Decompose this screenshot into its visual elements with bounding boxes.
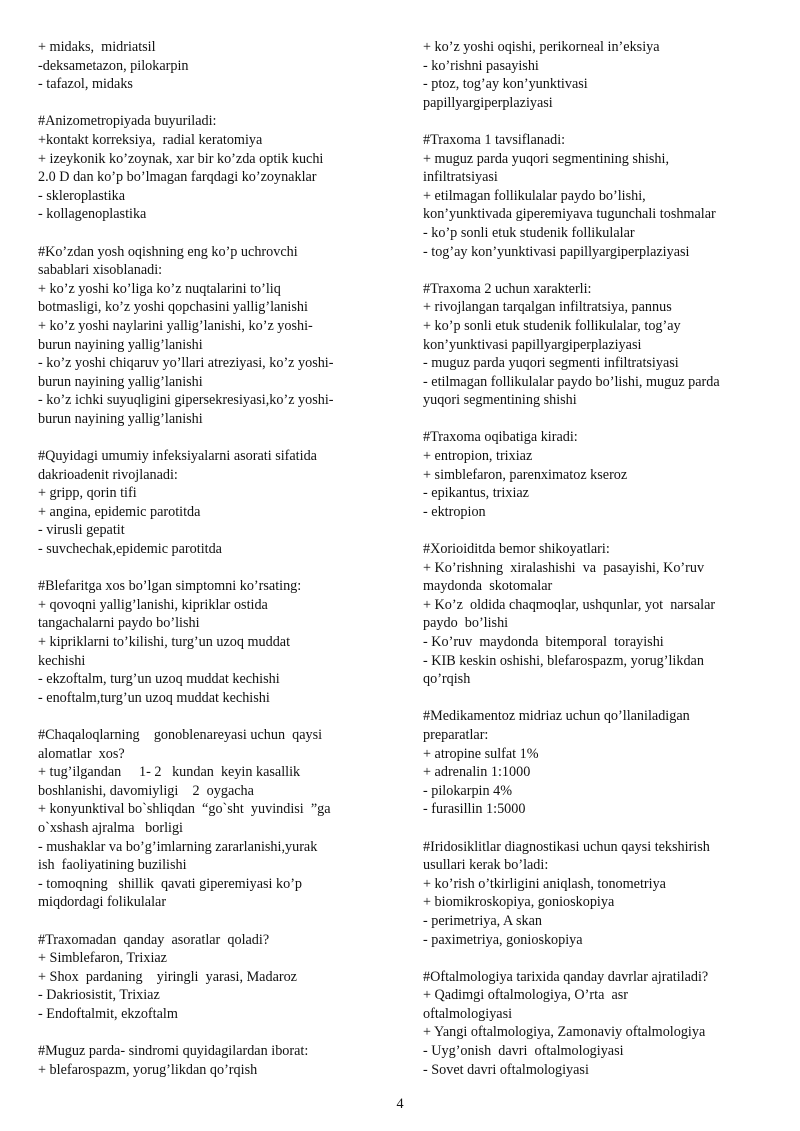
answer-line: oftalmologiyasi (423, 1005, 513, 1022)
answer-line: + ko’rish o’tkirligini aniqlash, tonometriya (423, 875, 666, 892)
question-text: #Anizometropiyada buyuriladi: (38, 113, 217, 130)
answer-line: - paximetriya, gonioskopiya (423, 931, 583, 948)
question-block (423, 131, 768, 261)
question-block (38, 577, 383, 707)
answer-line: - ko’p sonli etuk studenik follikulalar (423, 224, 635, 241)
answer-line: - enoftalm,turg’un uzoq muddat kechishi (38, 689, 270, 706)
answer-line: - tog’ay kon’yunktivasi papillyargiperplaziyasi (423, 243, 690, 260)
answer-line: tangachalarni paydo bo’lishi (38, 615, 200, 632)
answer-line: + ko’z yoshi oqishi, perikorneal in’eksiya (423, 39, 660, 55)
question-block (423, 540, 768, 689)
question-block (423, 838, 768, 950)
answer-line: - Uyg’onish davri oftalmologiyasi (423, 1043, 624, 1060)
block-gap (423, 521, 768, 540)
block-gap (38, 224, 383, 243)
block-gap (423, 261, 768, 280)
block-gap (38, 1023, 383, 1042)
block-gap (423, 819, 768, 838)
answer-line: burun nayining yallig’lanishi (38, 373, 203, 390)
left-column (38, 38, 383, 1079)
answer-line: - perimetriya, A skan (423, 912, 542, 929)
question-block (423, 968, 768, 1080)
answer-line: + Simblefaron, Trixiaz (38, 950, 167, 967)
block-gap (38, 912, 383, 931)
question-text: #Traxoma 1 tavsiflanadi: (423, 131, 566, 148)
answer-line: - ptoz, tog’ay kon’yunktivasi (423, 76, 588, 93)
answer-line: yuqori segmentining shishi (423, 392, 577, 409)
block-gap (423, 689, 768, 708)
answer-line: - kollagenoplastika (38, 206, 147, 223)
answer-line: - etilmagan follikulalar paydo bo’lishi, muguz parda (423, 373, 720, 390)
answer-line: - Ko’ruv maydonda bitemporal torayishi (423, 634, 664, 650)
question-text: #Traxomadan qanday asoratlar qoladi? (38, 931, 270, 948)
question-block (38, 1042, 383, 1079)
answer-line: - Sovet davri oftalmologiyasi (423, 1061, 589, 1078)
answer-line: - tafazol, midaks (38, 76, 133, 93)
answer-line: + kipriklarni to’kilishi, turg’un uzoq muddat (38, 634, 291, 650)
answer-line: + atropine sulfat 1% (423, 745, 539, 762)
answer-line: qo’rqish (423, 671, 471, 688)
answer-line: - muguz parda yuqori segmenti infiltratsiyasi (423, 355, 679, 372)
question-text: #Traxoma 2 uchun xarakterli: (423, 280, 592, 297)
answer-line: - KIB keskin oshishi, blefarospazm, yorug’likdan (423, 652, 704, 669)
answer-line: + tug’ilgandan 1- 2 kundan keyin kasallik (38, 764, 301, 781)
answer-line: + rivojlangan tarqalgan infiltratsiya, pannus (423, 299, 672, 316)
question-block (423, 280, 768, 410)
answer-line: + konyunktival bo`shliqdan “go`sht yuvindisi ”ga (38, 801, 331, 818)
answer-line: - virusli gepatit (38, 522, 125, 539)
answer-line: +kontakt korreksiya, radial keratomiya (38, 131, 263, 148)
question-text: #Ko’zdan yosh oqishning eng ko’p uchrovchi (38, 243, 298, 260)
answer-line: + Qadimgi oftalmologiya, O’rta asr (423, 987, 628, 1004)
answer-line: burun nayining yallig’lanishi (38, 410, 203, 427)
question-block (38, 38, 383, 94)
answer-line: dakrioadenit rivojlanadi: (38, 466, 178, 483)
question-text: #Quyidagi umumiy infeksiyalarni asorati sifatida (38, 448, 317, 465)
answer-line: + Ko’rishning xiralashishi va pasayishi, Ko’ruv (423, 559, 705, 576)
answer-line: 2.0 D dan ko’p bo’lmagan farqdagi ko’zoynaklar (38, 169, 317, 186)
answer-line: + izeykonik ko’zoynak, xar bir ko’zda optik kuchi (38, 150, 324, 167)
block-gap (38, 707, 383, 726)
answer-line: - ektropion (423, 503, 486, 520)
answer-line: + muguz parda yuqori segmentining shishi, (423, 150, 670, 167)
answer-line: - skleroplastika (38, 187, 126, 204)
answer-line: + entropion, trixiaz (423, 448, 533, 465)
answer-line: + ko’z yoshi naylarini yallig’lanishi, ko’z yoshi- (38, 317, 313, 334)
question-text: #Xorioiditda bemor shikoyatlari: (423, 541, 610, 558)
question-block (38, 112, 383, 224)
answer-line: infiltratsiyasi (423, 169, 498, 186)
answer-line: o`xshash ajralma borligi (38, 819, 183, 836)
answer-line: miqdordagi folikulalar (38, 894, 167, 911)
answer-line: kechishi (38, 652, 86, 669)
question-block (38, 243, 383, 429)
answer-line: paydo bo’lishi (423, 615, 509, 632)
question-block (38, 726, 383, 912)
block-gap (38, 559, 383, 578)
answer-line: + biomikroskopiya, gonioskopiya (423, 894, 615, 911)
question-text: #Traxoma oqibatiga kiradi: (423, 429, 578, 446)
answer-line: usullari kerak bo’ladi: (423, 857, 549, 874)
question-text: #Blefaritga xos bo’lgan simptomni ko’rsating: (38, 578, 302, 595)
answer-line: kon’yunktivasi papillyargiperplaziyasi (423, 336, 642, 353)
answer-line: sabablari xisoblanadi: (38, 262, 163, 279)
answer-line: preparatlar: (423, 726, 489, 743)
block-gap (38, 428, 383, 447)
question-block (423, 707, 768, 819)
answer-line: botmasligi, ko’z yoshi qopchasini yallig’lanishi (38, 299, 308, 316)
answer-line: - ko’z yoshi chiqaruv yo’llari atreziyasi, ko’z yoshi- (38, 355, 334, 372)
answer-line: + etilmagan follikulalar paydo bo’lishi, (423, 187, 646, 204)
answer-line: + blefarospazm, yorug’likdan qo’rqish (38, 1061, 258, 1078)
question-text: #Oftalmologiya tarixida qanday davrlar ajratiladi? (423, 968, 709, 985)
answer-line: - ko’rishni pasayishi (423, 57, 539, 74)
answer-line: + Yangi oftalmologiya, Zamonaviy oftalmologiya (423, 1024, 706, 1041)
answer-line: + adrenalin 1:1000 (423, 764, 531, 781)
block-gap (423, 410, 768, 429)
answer-line: + ko’z yoshi ko’liga ko’z nuqtalarini to’liq (38, 280, 281, 297)
answer-line: - mushaklar va bo’g’imlarning zararlanishi,yurak (38, 838, 318, 855)
question-block (423, 428, 768, 521)
answer-line: - Dakriosistit, Trixiaz (38, 987, 160, 1004)
question-text: #Iridosiklitlar diagnostikasi uchun qaysi tekshirish (423, 838, 710, 855)
block-gap (423, 949, 768, 968)
answer-line: boshlanishi, davomiyligi 2 oygacha (38, 782, 254, 799)
answer-line: + ko’p sonli etuk studenik follikulalar, tog’ay (423, 317, 681, 334)
answer-line: papillyargiperplaziyasi (423, 94, 553, 111)
block-gap (38, 94, 383, 113)
answer-line: + gripp, qorin tifi (38, 485, 137, 502)
answer-line: - Endoftalmit, ekzoftalm (38, 1005, 178, 1022)
answer-line: kon’yunktivada giperemiyava tugunchali toshmalar (423, 206, 716, 223)
question-block (423, 38, 768, 112)
question-text: #Chaqaloqlarning gonoblenareyasi uchun qaysi (38, 726, 323, 743)
answer-line: + simblefaron, parenximatoz kseroz (423, 466, 628, 483)
page-number: 4 (396, 1096, 404, 1112)
answer-line: - furasillin 1:5000 (423, 801, 526, 818)
answer-line: - pilokarpin 4% (423, 782, 513, 799)
answer-line: maydonda skotomalar (423, 578, 553, 595)
answer-line: ish faoliyatining buzilishi (38, 857, 187, 874)
block-gap (423, 112, 768, 131)
question-block (38, 931, 383, 1024)
answer-line: -deksametazon, pilokarpin (38, 57, 189, 74)
question-block (38, 447, 383, 559)
answer-line: + angina, epidemic parotitda (38, 503, 201, 520)
answer-line: - ekzoftalm, turg’un uzoq muddat kechishi (38, 671, 280, 688)
question-text: #Muguz parda- sindromi quyidagilardan iborat: (38, 1043, 309, 1060)
answer-line: + qovoqni yallig’lanishi, kipriklar ostida (38, 596, 268, 613)
answer-line: - suvchechak,epidemic parotitda (38, 541, 222, 558)
question-text: #Medikamentoz midriaz uchun qo’llaniladigan (423, 708, 690, 725)
answer-line: - epikantus, trixiaz (423, 485, 529, 502)
answer-line: alomatlar xos? (38, 745, 125, 762)
answer-line: + midaks, midriatsil (38, 39, 156, 55)
answer-line: - tomoqning shillik qavati giperemiyasi ko’p (38, 875, 303, 892)
answer-line: - ko’z ichki suyuqligini gipersekresiyasi,ko’z yoshi- (38, 392, 334, 409)
right-column (423, 38, 768, 1079)
answer-line: + Ko’z oldida chaqmoqlar, ushqunlar, yot narsalar (423, 596, 716, 613)
answer-line: burun nayining yallig’lanishi (38, 336, 203, 353)
answer-line: + Shox pardaning yiringli yarasi, Madaroz (38, 968, 297, 985)
